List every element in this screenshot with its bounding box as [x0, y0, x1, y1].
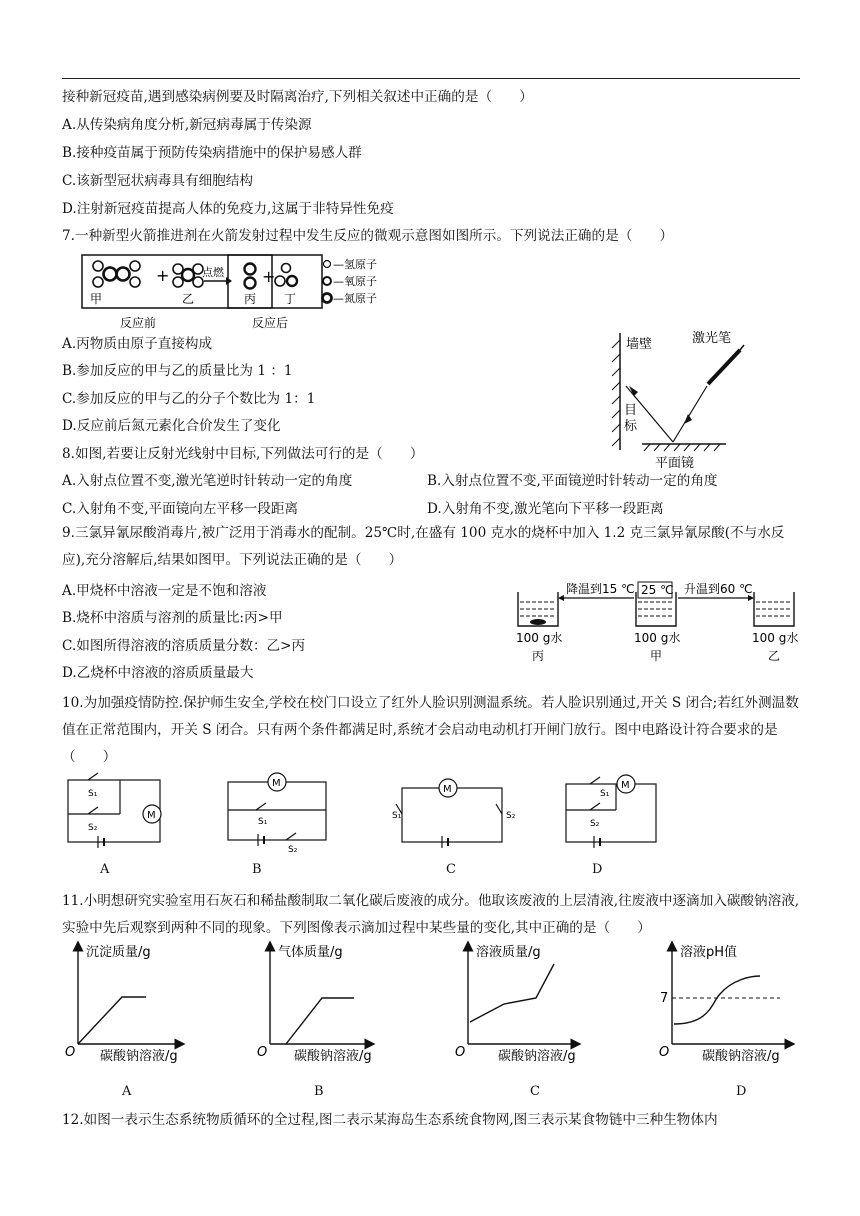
- motor-b: M: [272, 778, 281, 789]
- circuit-diagrams: [60, 770, 780, 856]
- water-bing: 100 g水: [516, 631, 563, 645]
- motor-d: M: [621, 780, 630, 791]
- graph-label-b: B: [314, 1084, 324, 1099]
- graph-label-a: A: [122, 1084, 132, 1099]
- q7-option-c: C.参加反应的甲与乙的分子个数比为 1：1: [62, 391, 316, 407]
- svg-text:O: O: [65, 1045, 76, 1060]
- q6-option-b: B.接种疫苗属于预防传染病措施中的保护易感人群: [62, 145, 362, 161]
- svg-text:S₁: S₁: [258, 817, 268, 827]
- svg-text:S₁: S₁: [392, 811, 402, 821]
- reaction-diagram: [80, 252, 390, 332]
- beaker-diagram: [508, 578, 798, 668]
- motor-a: M: [147, 810, 156, 821]
- legend-h: —氢原子: [333, 258, 377, 271]
- svg-text:O: O: [659, 1045, 670, 1060]
- label-bing: 丙: [244, 292, 257, 306]
- svg-text:S₂: S₂: [590, 819, 600, 829]
- cool-label: 降温到15 ℃: [566, 582, 635, 596]
- graph-b-xlabel: 碳酸钠溶液/g: [294, 1049, 372, 1064]
- beaker-jia: 甲: [650, 649, 663, 663]
- svg-text:O: O: [257, 1045, 268, 1060]
- circuit-label-a: A: [100, 862, 110, 877]
- svg-text:S₁: S₁: [600, 789, 610, 799]
- q7-option-a: A.丙物质由原子直接构成: [62, 336, 213, 352]
- q7-option-d: D.反应前后氮元素化合价发生了变化: [62, 418, 281, 434]
- mirror-label: 平面镜: [655, 456, 695, 470]
- svg-text:S₂: S₂: [288, 845, 298, 855]
- question-8-stem: 8.如图,若要让反射光线射中目标,下列做法可行的是（ ）: [62, 446, 424, 462]
- label-yi: 乙: [182, 292, 195, 306]
- q7-option-b: B.参加反应的甲与乙的质量比为 1 ：1: [62, 363, 293, 379]
- q6-option-d: D.注射新冠疫苗提高人体的免疫力,这属于非特异性免疫: [62, 201, 394, 217]
- circuit-label-c: C: [446, 862, 456, 877]
- question-10-stem: 10.为加强疫情防控.保护师生安全,学校在校门口设立了红外人脸识别测温系统。若人脸识别通过,开关 S 闭合;若红外测温数值在正常范围内，开关 S 闭合。只有两个条件都满足时,系统才会启动电动机打开闸门放行。图中电路设计符合要求的是（ ）: [62, 695, 799, 765]
- q8-option-b: B.入射点位置不变,平面镜逆时针转动一定的角度: [427, 473, 718, 489]
- graph-set: [60, 940, 800, 1065]
- graph-d-ref: 7: [660, 991, 669, 1006]
- legend-n: —氮原子: [333, 292, 377, 305]
- heat-label: 升温到60 ℃: [684, 582, 753, 596]
- svg-text:S₂: S₂: [88, 823, 98, 833]
- header-rule: [62, 78, 800, 79]
- motor-c: M: [443, 784, 452, 795]
- svg-text:O: O: [455, 1045, 466, 1060]
- water-jia: 100 g水: [634, 631, 681, 645]
- legend-o: —氧原子: [333, 275, 377, 288]
- arrow-text: 点燃: [202, 266, 224, 279]
- q6-option-c: C.该新型冠状病毒具有细胞结构: [62, 173, 253, 189]
- beaker-yi: 乙: [768, 649, 781, 663]
- graph-d-ylabel: 溶液pH值: [680, 945, 738, 960]
- water-yi: 100 g水: [752, 631, 798, 645]
- circuit-label-d: D: [592, 862, 603, 877]
- q9-option-a: A.甲烧杯中溶液一定是不饱和溶液: [62, 583, 267, 599]
- mirror-diagram: [600, 328, 760, 470]
- q6-option-a: A.从传染病角度分析,新冠病毒属于传染源: [62, 117, 312, 133]
- wall-label: 墙壁: [626, 337, 653, 352]
- q8-option-d: D.入射角不变,激光笔向下平移一段距离: [427, 501, 664, 517]
- q9-option-d: D.乙烧杯中溶液的溶质质量最大: [62, 665, 254, 681]
- graph-label-d: D: [736, 1084, 747, 1099]
- laser-label: 激光笔: [692, 331, 732, 346]
- question-12-stem: 12.如图一表示生态系统物质循环的全过程,图二表示某海岛生态系统食物网,图三表示某食物链中三种生物体内: [62, 1112, 718, 1128]
- before-label: 反应前: [120, 316, 157, 330]
- q9-option-c: C.如图所得溶液的溶质质量分数：乙>丙: [62, 638, 306, 654]
- label-ding: 丁: [284, 292, 297, 306]
- graph-a-xlabel: 碳酸钠溶液/g: [100, 1049, 178, 1064]
- temp-label: 25 ℃: [641, 583, 674, 597]
- circuit-label-b: B: [252, 862, 262, 877]
- q8-option-c: C.入射角不变,平面镜向左平移一段距离: [62, 501, 299, 517]
- question-7-stem: 7.一种新型火箭推进剂在火箭发射过程中发生反应的微观示意图如图所示。下列说法正确的是（ ）: [62, 228, 674, 244]
- question-9-stem: 9.三氯异氰尿酸消毒片,被广泛用于消毒水的配制。25℃时,在盛有 100 克水的烧杯中加入 1.2 克三氯异氰尿酸(不与水反应),充分溶解后,结果如图甲。下列说法正确的是（ ）: [62, 525, 785, 568]
- graph-c-xlabel: 碳酸钠溶液/g: [498, 1049, 576, 1064]
- target-label-1: 目: [624, 403, 638, 418]
- graph-a-ylabel: 沉淀质量/g: [86, 945, 151, 960]
- svg-text:+: +: [262, 267, 276, 286]
- q8-option-a: A.入射点位置不变,激光笔逆时针转动一定的角度: [62, 473, 353, 489]
- target-label-2: 标: [624, 419, 638, 434]
- after-label: 反应后: [252, 316, 289, 330]
- svg-text:+: +: [156, 266, 170, 285]
- graph-b-ylabel: 气体质量/g: [278, 945, 343, 960]
- svg-text:S₁: S₁: [88, 789, 98, 799]
- label-jia: 甲: [90, 292, 103, 306]
- graph-d-xlabel: 碳酸钠溶液/g: [702, 1049, 780, 1064]
- graph-c-ylabel: 溶液质量/g: [476, 945, 541, 960]
- graph-label-c: C: [530, 1084, 540, 1099]
- question-11-stem: 11.小明想研究实验室用石灰石和稀盐酸制取二氧化碳后废液的成分。他取该废液的上层清液,往废液中逐滴加入碳酸钠溶液,实验中先后观察到两种不同的现象。下列图像表示滴加过程中某些量的变化,其中正确的是（ ）: [62, 893, 800, 936]
- svg-text:S₂: S₂: [506, 811, 516, 821]
- q9-option-b: B.烧杯中溶质与溶剂的质量比:丙>甲: [62, 610, 283, 626]
- beaker-bing: 丙: [532, 649, 545, 663]
- question-6-stem: 接种新冠疫苗,遇到感染病例要及时隔离治疗,下列相关叙述中正确的是（ ）: [62, 89, 533, 105]
